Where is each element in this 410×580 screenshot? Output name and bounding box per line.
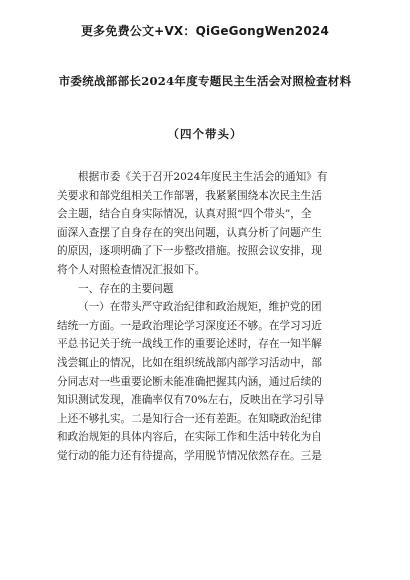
- paragraph-intro: [57, 168, 357, 280]
- paragraph-problems: [57, 298, 357, 465]
- document-body: [57, 168, 357, 466]
- document-title: 市委统战部部长2024年度专题民主生活会对照检查材料: [58, 74, 352, 88]
- text-line: 根据市委《关于召开2024年度民主生活会的通知》有: [78, 171, 328, 183]
- text-line: 关要求和部党组相关工作部署，我紧紧围绕本次民主生活: [57, 189, 322, 202]
- text-line: 会主题，结合自身实际情况，认真对照“四个带头”，全: [57, 208, 312, 221]
- text-line: 平总书记关于统一战线工作的重要论述时，存在一知半解: [57, 338, 322, 351]
- text-line: 面深入查摆了自身存在的突出问题，认真分析了问题产生: [57, 226, 322, 239]
- text-line: 觉行动的能力还有待提高，学用脱节情况依然存在。三是: [57, 449, 322, 462]
- section-heading: 一、存在的主要问题: [78, 282, 174, 295]
- header-note: 更多免费公文+VX：QiGeGongWen2024: [80, 24, 329, 38]
- text-line: 浅尝辄止的情况，比如在组织统战部内部学习活动中，部: [57, 356, 322, 369]
- text-line: （一）在带头严守政治纪律和政治规矩，维护党的团: [78, 301, 322, 314]
- text-line: 知识测试发现，准确率仅有70%左右，反映出在学习引导: [57, 394, 325, 407]
- document-subtitle: （四个带头）: [167, 127, 243, 141]
- text-line: 分同志对一些重要论断未能准确把握其内涵，通过后续的: [57, 375, 322, 388]
- text-line: 结统一方面。一是政治理论学习深度还不够。在学习习近: [57, 319, 322, 332]
- text-line: 和政治规矩的具体内容后，在实际工作和生活中转化为自: [57, 431, 322, 444]
- text-line: 的原因，逐项明确了下一步整改措施。按照会议安排，现: [57, 245, 322, 258]
- text-line: 上还不够扎实。二是知行合一还有差距。在知晓政治纪律: [57, 412, 322, 425]
- text-line: 将个人对照检查情况汇报如下。: [57, 263, 206, 276]
